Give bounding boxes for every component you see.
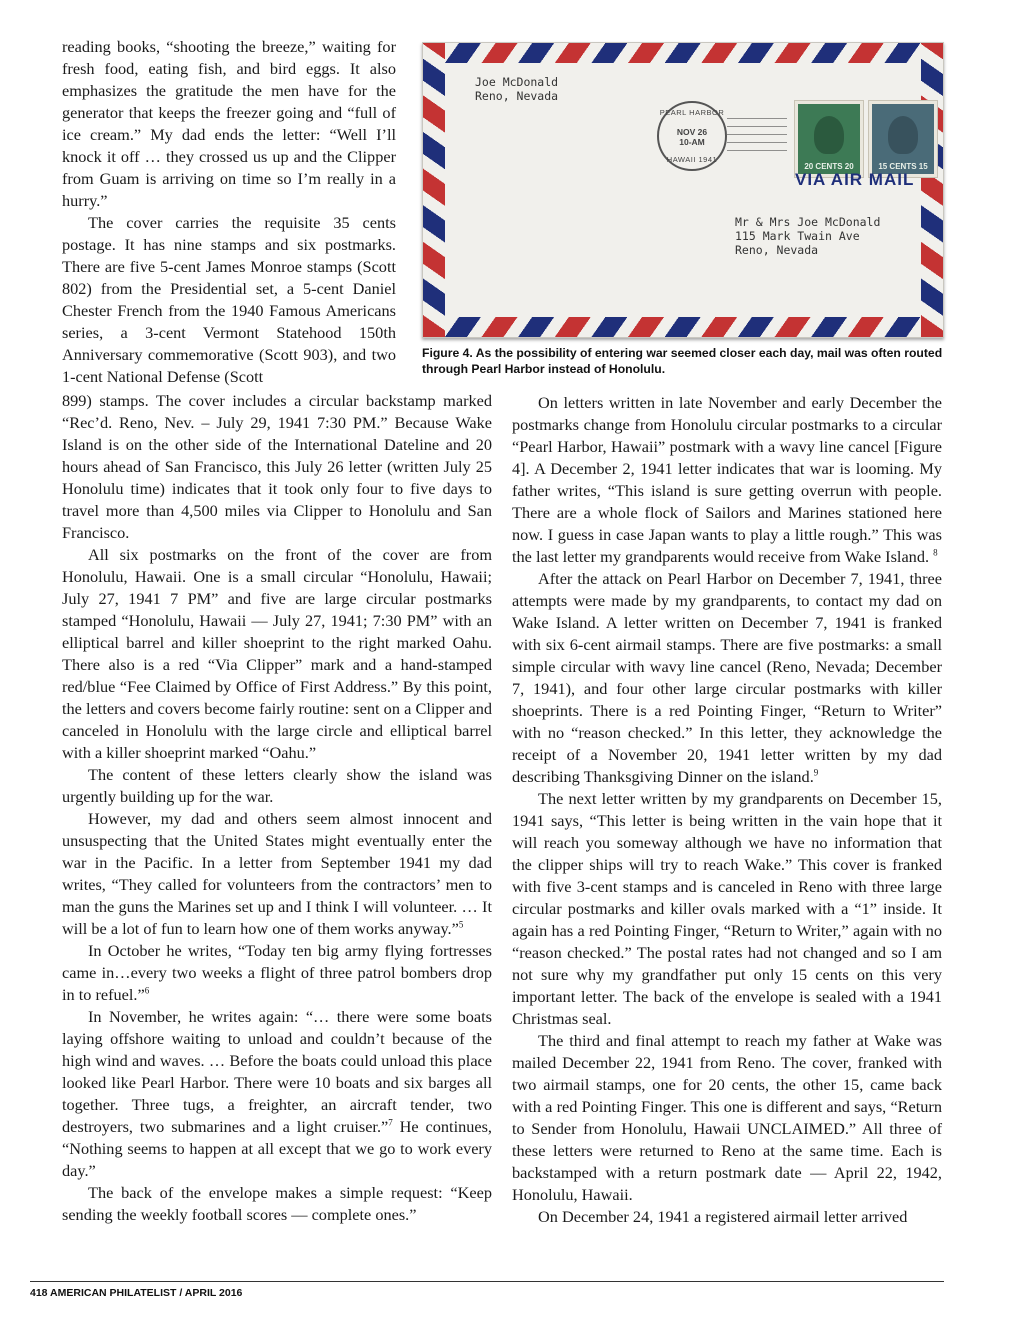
- postmark-date: NOV 26 10-AM: [676, 127, 708, 147]
- paragraph: [512, 392, 942, 568]
- stamp-value: 15 CENTS 15: [878, 162, 928, 171]
- pearl-harbor-postmark: [657, 101, 727, 171]
- right-column: [512, 392, 942, 1228]
- airmail-envelope: [422, 42, 944, 338]
- paragraph-text: In November, he writes again: “… there were some boats laying offshore waiting to unload and couldn’t because of the high wind and waves. … Before the boats could unload this place looked like Pearl Harbor. There were 10 boats and six barges all together. Three tugs, a freighter, an aircraft tender, two destroyers, two submarines and a light cruiser.”: [62, 1007, 492, 1136]
- paragraph: The third and final attempt to reach my father at Wake was mailed December 22, 1941 from Reno. The cover, franked with two airmail stamps, one for 20 cents, the other 15, came back with a red Pointing Finger. This one is different and says, “Return to Sender from Honolulu, Hawaii UNCLAIMED.” All three of these letters were returned to Reno at the same time. Each is backstamped with a return postmark date — April 22, 1942, Honolulu, Hawaii.: [512, 1031, 942, 1204]
- figure-4-envelope-image: [422, 42, 944, 338]
- left-column-top: [62, 36, 396, 388]
- paragraph: [512, 568, 942, 788]
- paragraph: reading books, “shooting the breeze,” waiting for fresh food, eating fish, and bird eggs. It also emphasizes the gratitude the men have for the generator that keeps the freezer going and “full of ice cream.” My dad ends the letter: “Well I’ll knock it off … they crossed us up and the Clipper from Guam is arriving on time so I’m really in a hurry.”: [62, 37, 396, 210]
- airmail-border-right: [921, 43, 943, 337]
- paragraph: On December 24, 1941 a registered airmail letter arrived: [538, 1207, 908, 1226]
- paragraph: The cover carries the requisite 35 cents postage. It has nine stamps and six postmarks. There are five 5-cent James Monroe stamps (Scott 802) from the Presidential set, a 5-cent Daniel Chester French from the 1940 Famous Americans series, a 3-cent Vermont Statehood 150th Anniversary commemorative (Scott 903), and two 1-cent National Defense (Scott: [62, 213, 396, 386]
- stamp-value: 20 CENTS 20: [804, 162, 854, 171]
- paragraph: The content of these letters clearly show the island was urgently building up for the war.: [62, 765, 492, 806]
- airmail-border-top: [423, 43, 943, 63]
- postmark-bottom-text: HAWAII 1941: [666, 155, 718, 164]
- paragraph: 899) stamps. The cover includes a circular backstamp marked “Rec’d. Reno, Nev. – July 29, 1941 7:30 PM.” Because Wake Island is on the other side of the International Dateline and 20 hours ahead of San Francisco, this July 26 letter (written July 25 Honolulu time) indicates that it took only four to five days to travel more than 4,500 miles via Clipper to Honolulu and San Francisco.: [62, 391, 492, 542]
- footnote-ref: 8: [933, 547, 938, 558]
- stamp-portrait-icon: [888, 116, 918, 154]
- footnote-ref: 5: [458, 919, 464, 930]
- stamp-portrait-icon: [814, 116, 844, 154]
- stamp-15-cents: [869, 101, 937, 177]
- paragraph: [62, 1006, 492, 1182]
- page-folio: 418 AMERICAN PHILATELIST / APRIL 2016: [30, 1287, 243, 1299]
- left-column-bottom: [62, 390, 492, 1226]
- paragraph: [62, 940, 492, 1006]
- postmark-top-text: PEARL HARBOR: [659, 108, 725, 117]
- paragraph-text: However, my dad and others seem almost innocent and unsuspecting that the United States might eventually enter the war in the Pacific. In a letter from September 1941 my dad writes, “They called for volunteers from the contractors’ men to man the guns the Marines set up and I think I will volunteer. … It will be a lot of fun to learn how one of them works anyway.”: [62, 809, 492, 938]
- footnote-ref: 6: [144, 985, 150, 996]
- paragraph: [62, 808, 492, 940]
- paragraph-text: On letters written in late November and early December the postmarks change from Honolulu circular postmarks to a circular “Pearl Harbor, Hawaii” postmark with a wavy line cancel [Figure 4]. A December 2, 1941 letter indicates that war is looming. My father writes, “This island is sure getting overrun with people. There are a whole flock of Sailors and Marines stationed here now. I guess in case Japan wants to play a little rough.” This was the last letter my grandparents would receive from Wake Island.: [512, 393, 942, 566]
- footer-rule: [30, 1281, 944, 1282]
- paragraph-text: In October he writes, “Today ten big army flying fortresses came in…every two weeks a flight of three patrol bombers drop in to refuel.”: [62, 941, 492, 1004]
- paragraph: The next letter written by my grandparents on December 15, 1941 says, “This letter is being written in the vain hope that it will reach you someway although we have no information that the clipper ships will try to reach Wake.” This cover is franked with five 3-cent stamps and is canceled in Reno with three large circular postmarks and killer ovals marked with a “1” inside. It again has a red Pointing Finger, “Return to Writer,” again with no “reason checked.” The postal rates had not changed and so I am not sure why my grandfather put only 15 cents on this very important letter. The back of the envelope is sealed with a 1941 Christmas seal.: [512, 789, 942, 1028]
- airmail-border-left: [423, 43, 445, 337]
- paragraph: The back of the envelope makes a simple request: “Keep sending the weekly football scores — complete ones.”: [62, 1183, 492, 1224]
- stamp-20-cents: [795, 101, 863, 177]
- via-air-mail-label: VIA AIR MAIL: [795, 170, 915, 189]
- wavy-line-cancel: [727, 111, 787, 155]
- return-address: Joe McDonald Reno, Nevada: [475, 75, 559, 103]
- airmail-border-bottom: [423, 317, 943, 337]
- paragraph-text: After the attack on Pearl Harbor on December 7, 1941, three attempts were made by my grandparents, to contact my dad on Wake Island. A letter written on December 7, 1941 is franked with six 6-cent airmail stamps. There are five postmarks: a small simple circular with wavy line cancel (Reno, Nevada; December 7, 1941), and four other large circular postmarks with killer shoeprints. There is a red Pointing Finger, “Return to Writer” with no “reason checked.” In this letter, they acknowledge the receipt of a November 20, 1941 letter written by my dad describing Thanksgiving Dinner on the island.: [512, 569, 942, 786]
- paragraph-text: He continues, “Nothing seems to happen at all except that we go to work every day.”: [62, 1117, 493, 1180]
- footnote-ref: 9: [813, 767, 819, 778]
- recipient-address: Mr & Mrs Joe McDonald 115 Mark Twain Ave Reno, Nevada: [735, 215, 881, 257]
- footnote-ref: 7: [388, 1117, 393, 1128]
- figure-caption: Figure 4. As the possibility of entering war seemed closer each day, mail was often routed through Pearl Harbor instead of Honolulu.: [422, 346, 943, 376]
- envelope-face: [445, 63, 928, 317]
- paragraph: All six postmarks on the front of the cover are from Honolulu, Hawaii. One is a small circular “Honolulu, Hawaii; July 27, 1941 7 PM” and five are large circular postmarks stamped “Honolulu, Hawaii — July 27, 1941; 7:30 PM” with an elliptical barrel and killer shoeprint to the right marked Oahu. There also is a red “Via Clipper” mark and a hand-stamped red/blue “Fee Claimed by Office of First Address.” By this point, the letters and covers become fairly routine: sent on a Clipper and canceled in Honolulu with the large circle and elliptical barrel with a killer shoeprint marked “Oahu.”: [62, 545, 492, 762]
